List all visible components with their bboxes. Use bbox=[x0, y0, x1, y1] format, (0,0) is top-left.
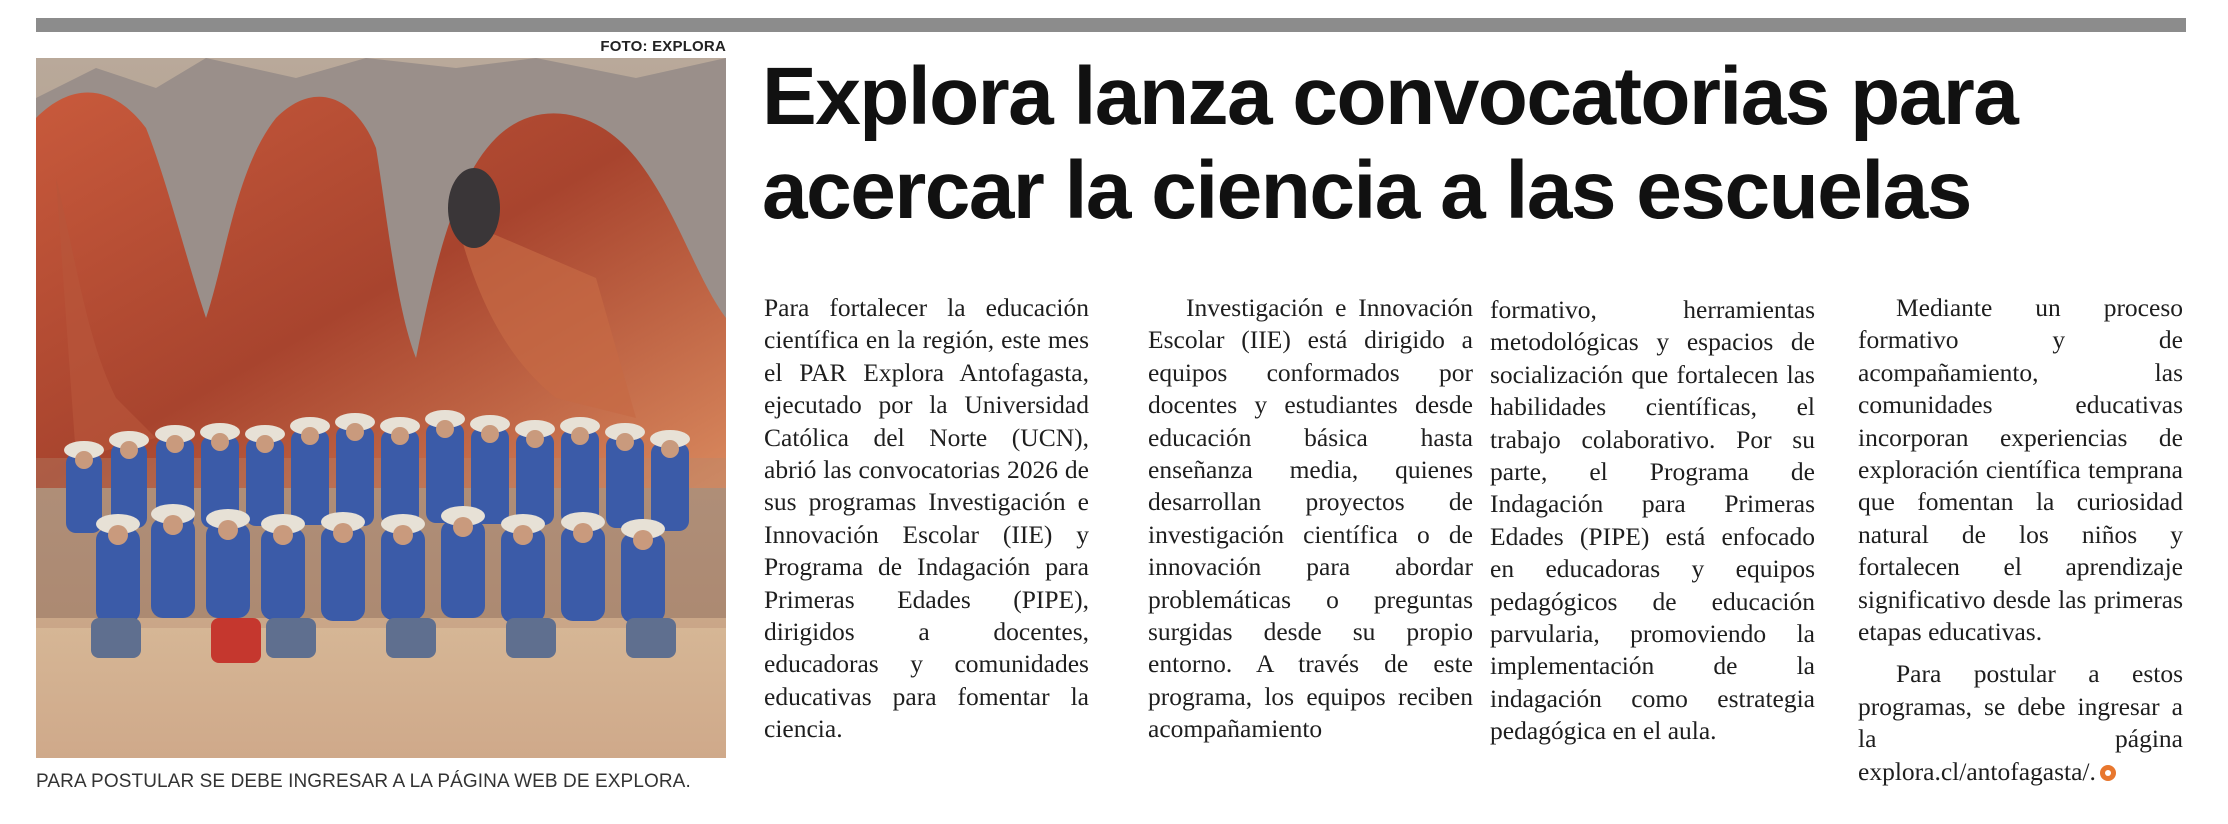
headline bbox=[762, 50, 2182, 238]
article-column-3 bbox=[1490, 294, 1815, 748]
top-rule bbox=[36, 18, 2186, 32]
article-paragraph: formativo, herramientas metodológicas y espacios de socialización que fortalecen las habilidades científicas, el trabajo colaborativo. Por su parte, el Programa de Indagación para Primeras Edades (PIPE) está enfocado en educadoras y equipos pedagógicos de educación parvularia, promoviendo la implementación de la indagación como estrategia pedagógica en el aula. bbox=[1490, 295, 1815, 746]
photo-caption: PARA POSTULAR SE DEBE INGRESAR A LA PÁGINA WEB DE EXPLORA. bbox=[36, 771, 691, 792]
article-column-2 bbox=[1148, 292, 1473, 746]
article-closing-paragraph bbox=[1858, 658, 2183, 788]
group-photo-illustration bbox=[36, 58, 726, 758]
article-column-4 bbox=[1858, 292, 2183, 788]
article-paragraph: Investigación e Innovación Escolar (IIE) está dirigido a equipos conformados por docentes y estudiantes desde educación básica hasta enseñanza media, quienes desarrollan proyectos de investigación científica o de innovación para abordar problemáticas o preguntas surgidas desde su propio entorno. A través de este programa, los equipos reciben acompañamiento bbox=[1148, 293, 1473, 744]
article-paragraph: Para fortalecer la educación científica en la región, este mes el PAR Explora Antofagasta, ejecutado por la Universidad Católica del Norte (UCN), abrió las convocatorias 2026 de sus programas Investigación e Innovación Escolar (IIE) y Programa de Indagación para Primeras Edades (PIPE), dirigidos a docentes, educadoras y comunidades educativas para fomentar la ciencia. bbox=[764, 293, 1089, 744]
article-paragraph: Mediante un proceso formativo y de acompañamiento, las comunidades educativas incorporan experiencias de exploración científica temprana que fomentan la curiosidad natural de los niños y fortalecen el aprendizaje significativo desde las primeras etapas educativas. bbox=[1858, 293, 2183, 647]
headline-line-1: Explora lanza convocatorias para bbox=[762, 51, 2018, 142]
headline-line-2: acercar la ciencia a las escuelas bbox=[762, 145, 1971, 236]
photo-credit: FOTO: EXPLORA bbox=[600, 38, 726, 55]
article-closing-text: Para postular a estos programas, se debe ingresar a la página explora.cl/antofagasta/. bbox=[1858, 659, 2183, 786]
article-photo bbox=[36, 58, 726, 758]
article-column-1 bbox=[764, 292, 1089, 746]
end-of-article-icon bbox=[2100, 765, 2116, 781]
